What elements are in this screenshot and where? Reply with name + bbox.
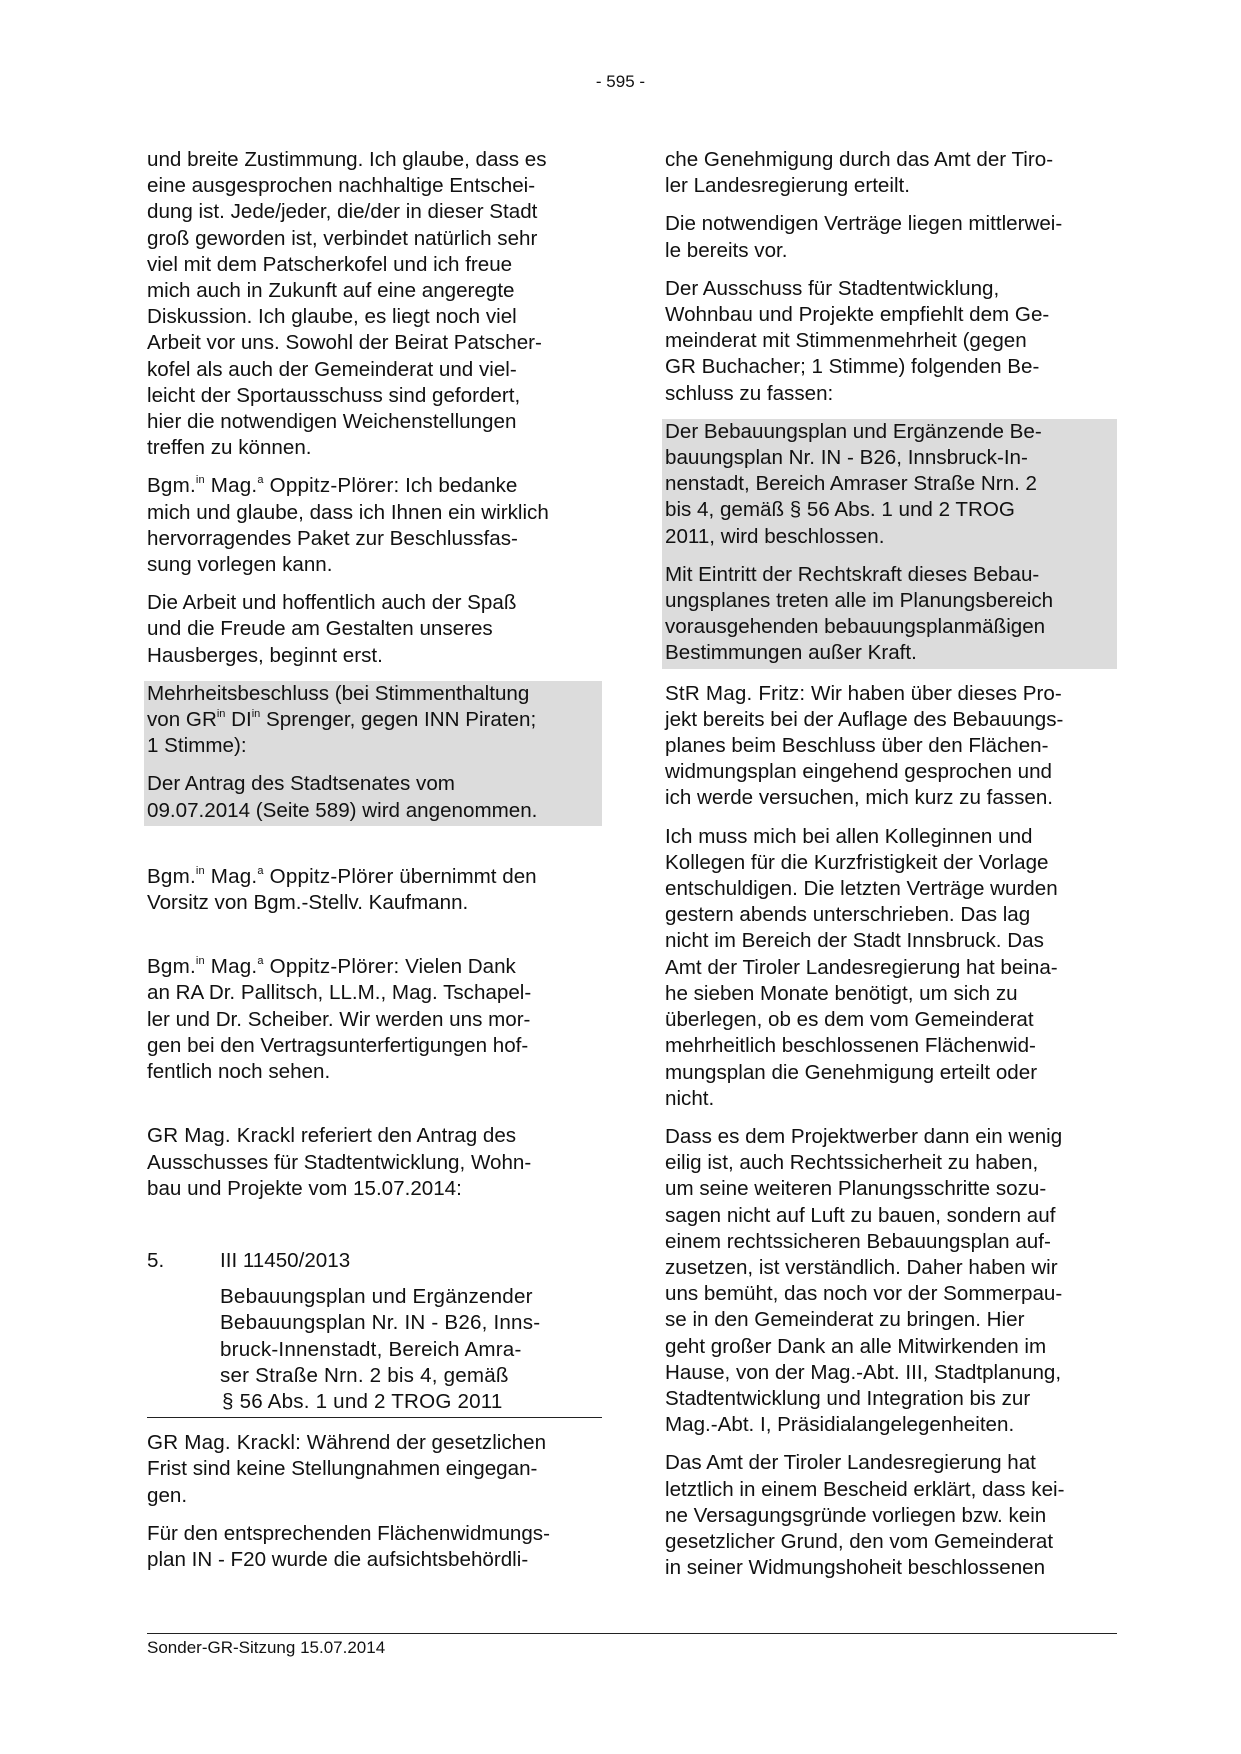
speaker: Bgm.$^{in}$ Mag.$^a$ Oppitz-Plörer: [147, 955, 400, 979]
paragraph: Dass es dem Projektwerber dann ein wenig eilig ist, auch Rechtssicherheit zu haben, um seine weiteren Planungsschritte sozu- sagen nicht auf Luft zu bauen, sondern auf einem rechtssicheren Bebauungsplan auf- zusetzen, ist verständlich. Daher haben wir uns bemüht, das noch vor der Sommerpau- se in den Gemeinderat zu bringen. Hier geht großer Dank an alle Mitwirkenden im Hause, von der Mag.-Abt. III, Stadtplanung, Stadtentwicklung und Integration bis zur Mag.-Abt. I, Präsidialangelegenheiten. [665, 1124, 1063, 1437]
speech-paragraph: Bgm.$^{in}$ Mag.$^a$ Oppitz-Plörer: Ich bedanke mich und glaube, dass ich Ihnen ein wirklich hervorragendes Paket zur Beschlussfas- sung vorlegen kann. [147, 474, 549, 577]
resolution-text: Mit Eintritt der Rechtskraft dieses Bebau- ungsplanes treten alle im Planungsbereich vorausgehenden bebauungsplanmäßigen Bestimmungen außer Kraft. [665, 562, 1054, 665]
resolution-box [144, 681, 602, 826]
paragraph: Der Ausschuss für Stadtentwicklung, Wohnbau und Projekte empfiehlt dem Ge- meinderat mit Stimmenmehrheit (gegen GR Buchacher; 1 Stimme) folgenden Be- schluss zu fassen: [665, 276, 1050, 405]
speaker: GR Mag. Krackl [147, 1124, 296, 1148]
item-number: 5. [147, 1248, 165, 1272]
paragraph: Die Arbeit und hoffentlich auch der Spaß und die Freude am Gestalten unseres Hausberges, beginnt erst. [147, 591, 517, 667]
paragraph: Die notwendigen Verträge liegen mittlerwei- le bereits vor. [665, 212, 1063, 262]
speech-paragraph: Bgm.$^{in}$ Mag.$^a$ Oppitz-Plörer übernimmt den Vorsitz von Bgm.-Stellv. Kaufmann. [147, 864, 537, 915]
speaker: StR Mag. Fritz: [665, 681, 806, 705]
footer: Sonder-GR-Sitzung 15.07.2014 [147, 1638, 386, 1657]
resolution-box [662, 419, 1117, 669]
paragraph: Ich muss mich bei allen Kolleginnen und Kollegen für die Kurzfristigkeit der Vorlage entschuldigen. Die letzten Verträge wurden gestern abends unterschrieben. Das lag nicht im Bereich der Stadt Innsbruck. Das Amt der Tiroler Landesregierung hat beina- he sieben Monate benötigt, um sich zu überlegen, ob es dem vom Gemeinderat mehrheitlich beschlossenen Flächenwid- mungsplan die Genehmigung erteilt oder nicht. [665, 824, 1058, 1110]
left-column [147, 147, 602, 1585]
agenda-item [147, 1248, 602, 1418]
item-title: Bebauungsplan und Ergänzender Bebauungsplan Nr. IN - B26, Inns- bruck-Innenstadt, Bereich Amra- ser Straße Nrn. 2 bis 4, gemäß § 56 Abs. 1 und 2 TROG 2011 [220, 1285, 541, 1413]
right-column [665, 147, 1117, 1593]
paragraph: Das Amt der Tiroler Landesregierung hat letztlich in einem Bescheid erklärt, dass kei- ne Versagungsgründe vorliegen bzw. kein gesetzlicher Grund, den vom Gemeinderat in seiner Widmungshoheit beschlossenen [665, 1451, 1065, 1580]
speech-paragraph: GR Mag. Krackl referiert den Antrag des Ausschusses für Stadtentwicklung, Wohn- bau und Projekte vom 15.07.2014: [147, 1124, 532, 1200]
paragraph: che Genehmigung durch das Amt der Tiro- ler Landesregierung erteilt. [665, 148, 1054, 198]
item-reference: III 11450/2013 [220, 1248, 351, 1272]
speech-paragraph: StR Mag. Fritz: Wir haben über dieses Pro- jekt bereits bei der Auflage des Bebauungs- planes beim Beschluss über den Flächen- widmungsplan eingehend gesprochen und ich werde versuchen, mich kurz zu fassen. [665, 681, 1064, 810]
speaker: Bgm.$^{in}$ Mag.$^a$ Oppitz-Plörer [147, 864, 394, 888]
paragraph: Für den entsprechenden Flächenwidmungs- plan IN - F20 wurde die aufsichtsbehördli- [147, 1521, 550, 1571]
speaker: GR Mag. Krackl: [147, 1431, 302, 1455]
page-number: - 595 - [595, 72, 646, 91]
footer-divider [147, 1633, 1117, 1634]
paragraph: und breite Zustimmung. Ich glaube, dass es eine ausgesprochen nachhaltige Entschei- dung ist. Jede/jeder, die/der in dieser Stadt groß geworden ist, verbindet natürlich sehr viel mit dem Patscherkofel und ich freue mich auch in Zukunft auf eine angeregte Diskussion. Ich glaube, es liegt noch viel Arbeit vor uns. Sowohl der Beirat Patscher- kofel als auch der Gemeinderat und viel- leicht der Sportausschuss sind gefordert, hier die notwendigen Weichenstellungen treffen zu können. [147, 148, 547, 460]
resolution-text: Der Bebauungsplan und Ergänzende Be- bauungsplan Nr. IN - B26, Innsbruck-In- nenstadt, Bereich Amraser Straße Nrn. 2 bis 4, gemäß § 56 Abs. 1 und 2 TROG 2011, wird beschlossen. [665, 419, 1042, 548]
speech-paragraph: Bgm.$^{in}$ Mag.$^a$ Oppitz-Plörer: Vielen Dank an RA Dr. Pallitsch, LL.M., Mag. Tschapel- ler und Dr. Scheiber. Wir werden uns mor- gen bei den Vertragsunterfertigungen hof- fentlich noch sehen. [147, 955, 532, 1084]
resolution-text: Der Antrag des Stadtsenates vom 09.07.2014 (Seite 589) wird angenommen. [147, 772, 538, 822]
speech-paragraph: GR Mag. Krackl: Während der gesetzlichen Frist sind keine Stellungnahmen eingegan- gen. [147, 1431, 547, 1507]
speaker: Bgm.$^{in}$ Mag.$^a$ Oppitz-Plörer: [147, 474, 400, 498]
resolution-result: Mehrheitsbeschluss (bei Stimmenthaltung von $GR^{in}$ $DI^{in}$ Sprenger, gegen INN Piraten; 1 Stimme): [147, 681, 537, 758]
